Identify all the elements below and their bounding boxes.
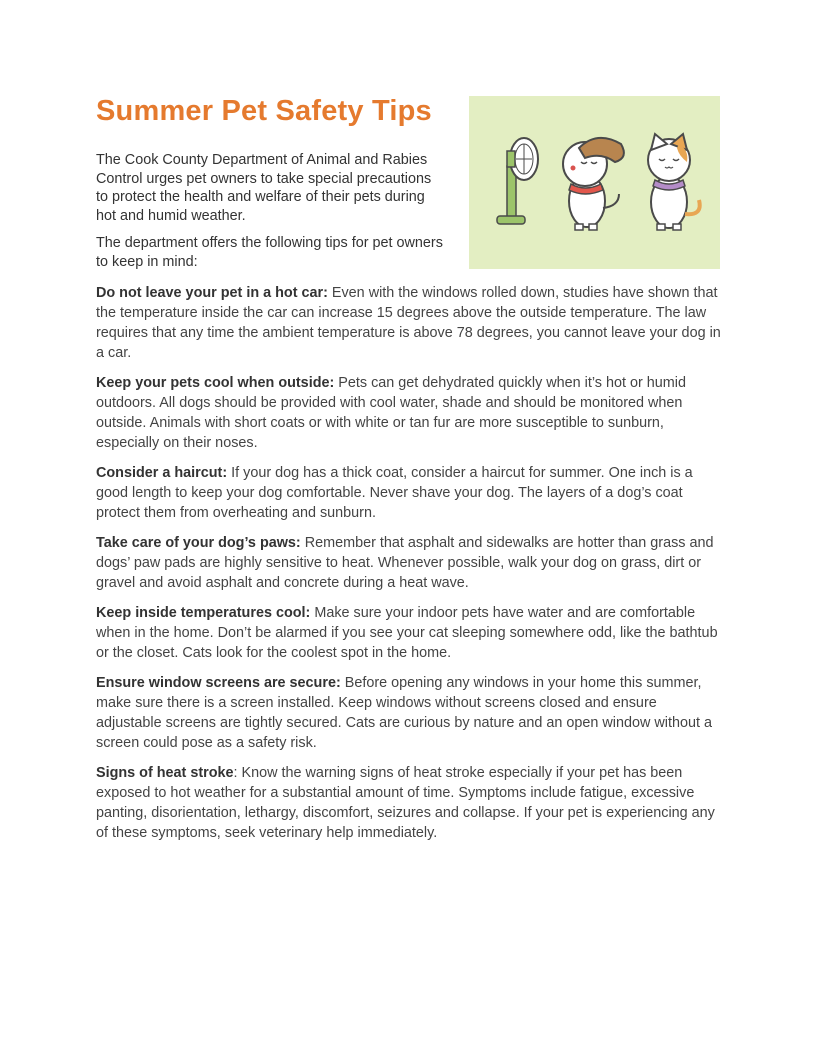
tip-item	[96, 533, 726, 593]
tip-item	[96, 283, 726, 363]
intro-paragraph: The department offers the following tips for pet owners to keep in mind:	[96, 235, 443, 270]
tips-list	[96, 283, 726, 853]
tip-heading: Signs of heat stroke	[96, 765, 234, 781]
tip-item	[96, 373, 726, 453]
tip-item	[96, 673, 726, 753]
fan-dog-cat-illustration	[469, 96, 720, 269]
fan-icon	[497, 138, 538, 224]
tip-heading: Keep your pets cool when outside:	[96, 375, 335, 391]
page-title: Summer Pet Safety Tips	[96, 95, 432, 127]
tip-heading: Consider a haircut:	[96, 465, 228, 481]
tip-heading: Do not leave your pet in a hot car:	[96, 285, 328, 301]
tip-heading: Ensure window screens are secure:	[96, 675, 341, 691]
illustration-svg	[469, 96, 720, 269]
dog-icon	[563, 138, 624, 230]
tip-item	[96, 763, 726, 843]
tip-heading: Take care of your dog’s paws:	[96, 535, 301, 551]
tip-heading: Keep inside temperatures cool:	[96, 605, 311, 621]
tip-body: Before opening any windows in your home this summer, make sure there is a screen installed. Keep windows without screens closed and ensure adjustable screens are tightly secured. Cats are curious by nature and an open window without a screen could pose as a safety risk.	[96, 675, 712, 751]
tip-body: Pets can get dehydrated quickly when it’s hot or humid outdoors. All dogs should be provided with cool water, shade and should be monitored when outside. Animals with short coats or with white or tan fur are more susceptible to sunburn, especially on their noses.	[96, 375, 686, 451]
tip-body: : Know the warning signs of heat stroke especially if your pet has been exposed to hot weather for a substantial amount of time. Symptoms include fatigue, excessive panting, disorientation, lethargy, discomfort, seizures and collapse. If your pet is experiencing any of these symptoms, seek veterinary help immediately.	[96, 765, 715, 841]
intro	[96, 151, 446, 280]
tip-body: Even with the windows rolled down, studies have shown that the temperature inside the car can increase 15 degrees above the outside temperature. The law requires that any time the ambient temperature is above 78 degrees, you cannot leave your dog in a car.	[96, 285, 721, 361]
tip-item	[96, 603, 726, 663]
tip-body: Remember that asphalt and sidewalks are hotter than grass and dogs’ paw pads are highly sensitive to heat. Whenever possible, walk your dog on grass, dirt or gravel and avoid asphalt and concrete during a heat wave.	[96, 535, 714, 591]
intro-paragraph: The Cook County Department of Animal and Rabies Control urges pet owners to take special precautions to protect the health and welfare of their pets during hot and humid weather.	[96, 152, 432, 224]
tip-item	[96, 463, 726, 523]
tip-body: Make sure your indoor pets have water and are comfortable when in the home. Don’t be alarmed if you see your cat sleeping somewhere odd, like the bathtub or the closet. Cats look for the coolest spot in the home.	[96, 605, 718, 661]
tip-body: If your dog has a thick coat, consider a haircut for summer. One inch is a good length to keep your dog comfortable. Never shave your dog. The layers of a dog’s coat protect them from overheating and sunburn.	[96, 465, 693, 521]
cat-icon	[648, 134, 700, 230]
